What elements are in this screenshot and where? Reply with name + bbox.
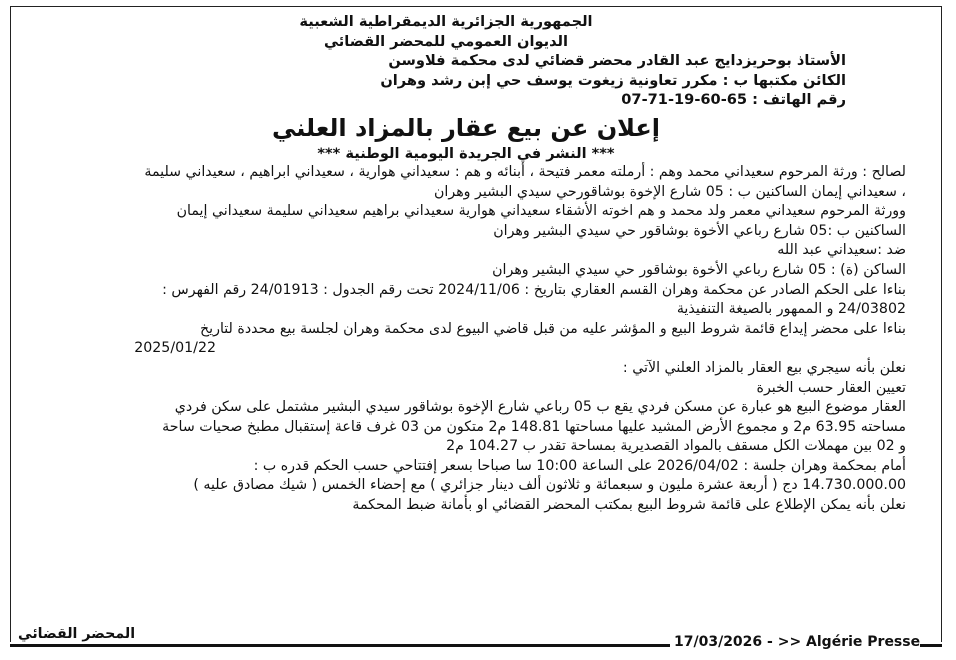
header-address: الكائن مكتبها ب : مكرر تعاونية زيغوت يوسف حي إبن رشد وهران: [380, 71, 846, 89]
footer-bar: [10, 631, 942, 655]
body-line: 14.730.000.00 دج ( أربعة عشرة مليون و سبعمائة و ثلاثون ألف دينار جزائري ) مع إحضاء الخمس ( شيك مصادق عليه ): [193, 477, 906, 494]
frame-left-border: [10, 6, 11, 642]
body-line: 2025/01/22: [134, 340, 216, 357]
header-phone: رقم الهاتف : 65-60-19-71-07: [621, 91, 846, 109]
body-line: العقار موضوع البيع هو عبارة عن مسكن فردي يقع ب 05 رباعي شارع الإخوة بوشاقور سيدي البشير مشتمل على سكن فردي: [174, 399, 906, 416]
body-line: مساحته 63.95 م2 و مجموع الأرض المشيد عليها مساحتها 148.81 م2 متكون من 03 غرف قاعة إستقبال مطبخ صحيات ساحة: [162, 418, 906, 435]
body-line: الساكنين ب :05 شارع رباعي الأخوة بوشاقور حي سيدي البشير وهران: [493, 222, 906, 239]
frame-right-border: [941, 6, 942, 642]
header-office: الديوان العمومي للمحضر القضائي: [324, 32, 568, 50]
body-line: الساكن (ة) : 05 شارع رباعي الأخوة بوشاقور حي سيدي البشير وهران: [492, 261, 906, 278]
body-line: ضد :سعيداني عبد الله: [777, 242, 906, 259]
body-line: و 02 بين مهملات الكل مسقف بالمواد القصديرية بمساحة تقدر ب 104.27 م2: [446, 438, 906, 455]
frame-top-border: [10, 6, 942, 7]
body-line: أمام بمحكمة وهران جلسة : 2026/04/02 على الساعة 10:00 سا صباحا بسعر إفتتاحي حسب الحكم قدره ب :: [253, 457, 906, 474]
footer-rule: [920, 644, 942, 647]
body-line: ، سعيداني إيمان الساكنين ب : 05 شارع الإخوة بوشاقورحي سيدي البشير وهران: [434, 183, 906, 200]
body-line: تعيين العقار حسب الخبرة: [756, 379, 906, 396]
announcement-body: [16, 12, 906, 516]
body-line: بناءا على محضر إيداع قائمة شروط البيع و المؤشر عليه من قبل قاضي البيوع لدى محكمة وهران لجلسة بيع محددة لتاريخ: [200, 320, 906, 337]
body-line: وورثة المرحوم سعيداني معمر ولد محمد و هم اخوته الأشقاء سعيداني هوارية سعيداني براهيم سعيداني سليمة سعيداني إيمان: [176, 203, 906, 220]
page-title: إعلان عن بيع عقار بالمزاد العلني: [271, 113, 661, 142]
signature: المحضر القضائي: [18, 626, 136, 642]
body-line: لصالح : ورثة المرحوم سعيداني محمد وهم : أرملته معمر فتيحة ، أبنائه و هم : سعيداني هوارية ، سعيداني ابراهيم ، سعيداني سليمة: [144, 163, 906, 180]
body-line: بناءا على الحكم الصادر عن محكمة وهران القسم العقاري بتاريخ : 2024/11/06 تحت رقم الجدول : 24/01913 رقم الفهرس :: [162, 281, 906, 298]
publication-note: *** النشر في الجريدة اليومية الوطنية ***: [317, 144, 615, 162]
body-line: نعلن بأنه سيجري بيع العقار بالمزاد العلني الآتي :: [622, 359, 906, 376]
press-credit: 17/03/2026 - >> Algérie Presse: [674, 634, 921, 650]
header-republic: الجمهورية الجزائرية الديمقراطية الشعبية: [299, 13, 593, 30]
footer-rule: [10, 644, 670, 647]
body-line: نعلن بأنه يمكن الإطلاع على قائمة شروط البيع بمكتب المحضر القضائي او بأمانة ضبط المحكمة: [352, 497, 906, 514]
body-line: 24/03802 و الممهور بالصيغة التنفيذية: [676, 301, 906, 318]
header-bailiff: الأستاذ بوحريزدايج عبد القادر محضر قضائي لدى محكمة فلاوسن: [388, 52, 846, 70]
